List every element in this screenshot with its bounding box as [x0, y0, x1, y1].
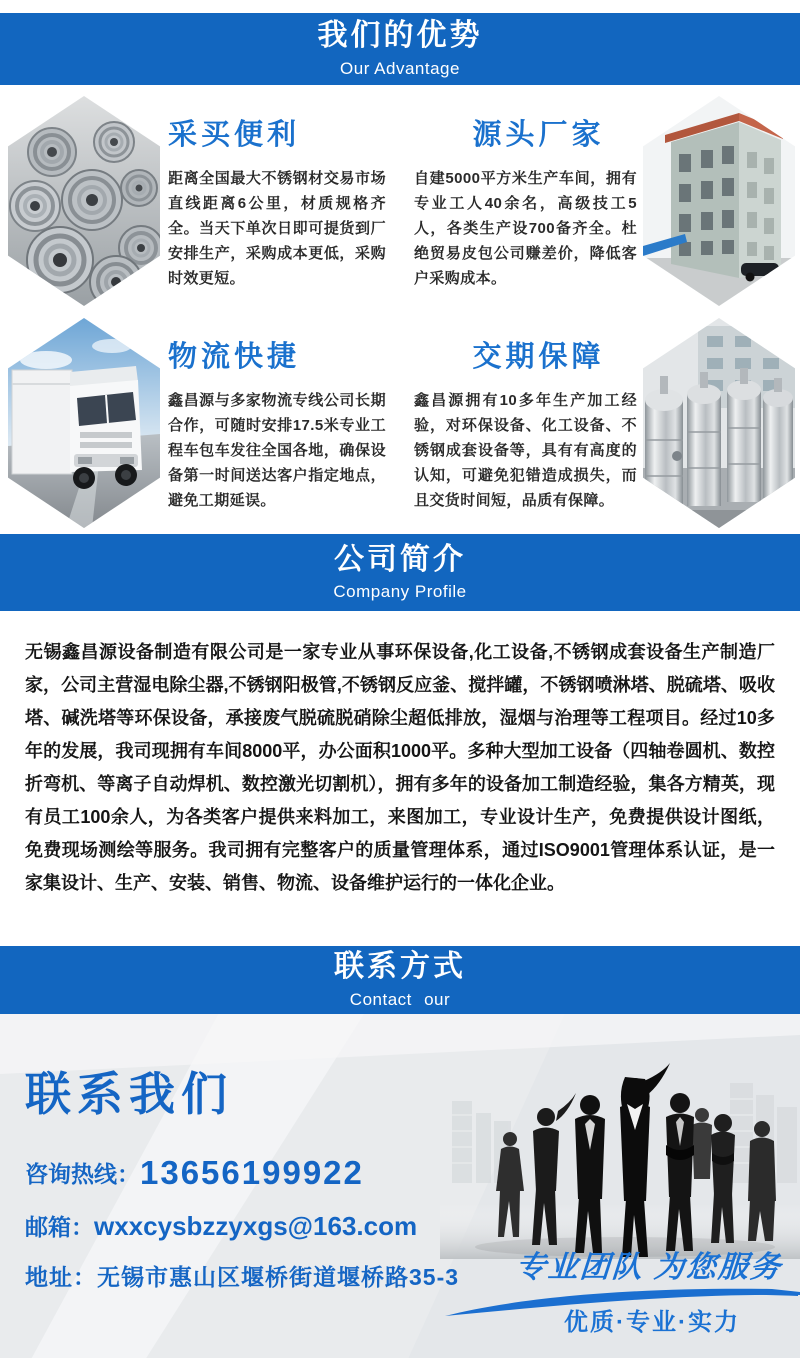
advantage-item-purchasing	[0, 90, 400, 312]
profile-banner-subtitle: Company Profile	[333, 582, 467, 602]
top-whitespace	[0, 0, 800, 13]
quality-slogan: 优质·专业·实力	[564, 1309, 740, 1336]
email-value: wxxcysbzzyxgs@163.com	[94, 1211, 418, 1241]
advantage-item-manufacturer	[400, 90, 800, 312]
address-line	[25, 1259, 459, 1292]
tanks-illustration	[643, 318, 795, 528]
advantage-description: 鑫昌源与多家物流专线公司长期合作，可随时安排17.5米专业工程车包车发往全国各地，确保设备第一时间送达客户指定地点，避免工期延误。	[168, 391, 386, 509]
stainless-tanks-photo	[643, 318, 795, 528]
advantage-item-delivery	[400, 312, 800, 534]
team-slogan: 专业团队 为您服务	[514, 1251, 784, 1284]
advantage-title: 源头厂家	[472, 118, 605, 151]
advantage-title: 物流快捷	[168, 340, 301, 373]
truck-illustration	[8, 318, 160, 528]
contact-info-section	[0, 1014, 800, 1358]
advantage-item-logistics	[0, 312, 400, 534]
hotline-line	[25, 1154, 364, 1192]
logistics-truck-photo	[8, 318, 160, 528]
advantage-banner-subtitle: Our Advantage	[340, 58, 460, 78]
advantage-text-block	[160, 112, 400, 291]
business-team-silhouette-photo	[440, 1019, 800, 1259]
email-label: 邮箱：	[25, 1214, 94, 1240]
advantage-text-block	[400, 112, 643, 291]
advantage-text-block	[400, 334, 643, 513]
contact-heading: 联系我们	[25, 1068, 233, 1120]
advantage-description: 自建5000平方米生产车间，拥有专业工人40余名，高级技工5人，各类生产设700备齐全。杜绝贸易皮包公司赚差价，降低客户采购成本。	[414, 169, 637, 287]
factory-building-photo	[643, 96, 795, 306]
contact-banner-subtitle: Contact our	[349, 989, 451, 1009]
advantage-title: 采买便利	[168, 118, 301, 151]
advantages-grid	[0, 85, 800, 534]
steel-coils-photo	[8, 96, 160, 306]
advantage-description: 鑫昌源拥有10多年生产加工经验，对环保设备、化工设备、不锈钢成套设备等，具有有高度的认知，可避免犯错造成损失，而且交货时间短，品质有保障。	[414, 391, 637, 509]
address-label: 地址：	[25, 1264, 97, 1290]
advantage-description: 距离全国最大不锈钢材交易市场直线距离6公里，材质规格齐全。当天下单次日即可提货到厂安排生产，采购成本更低，采购时效更短。	[168, 169, 386, 287]
contact-section-banner	[0, 946, 800, 1014]
company-profile-text: 无锡鑫昌源设备制造有限公司是一家专业从事环保设备,化工设备,不锈钢成套设备生产制造厂家，公司主营湿电除尘器,不锈钢阳极管,不锈钢反应釜、搅拌罐，不锈钢喷淋塔、脱硫塔、吸收塔、碱洗塔等环保设备，承接废气脱硫脱硝除尘超低排放，湿烟与治理等工程项目。经过10多年的发展，我司现拥有车间8000平，办公面积1000平。多种大型加工设备（四轴卷圆机、数控折弯机、等离子自动焊机、数控激光切割机），拥有多年的设备加工制造经验，集各方精英，现有员工100余人，为各类客户提供来料加工，来图加工，专业设计生产，免费提供设计图纸，免费现场测绘等服务。我司拥有完整客户的质量管理体系，通过ISO9001管理体系认证，是一家集设计、生产、安装、销售、物流、设备维护运行的一体化企业。	[0, 611, 800, 946]
hotline-label: 咨询热线：	[25, 1161, 140, 1187]
advantage-section-banner	[0, 13, 800, 85]
steel-coils-illustration	[8, 96, 160, 306]
profile-banner-title: 公司简介	[334, 542, 466, 576]
advantage-title: 交期保障	[472, 340, 605, 373]
advantage-banner-title: 我们的优势	[317, 19, 483, 53]
contact-banner-title: 联系方式	[334, 950, 466, 984]
profile-section-banner	[0, 534, 800, 611]
factory-illustration	[643, 96, 795, 306]
email-line	[25, 1209, 417, 1242]
hotline-number: 13656199922	[140, 1154, 364, 1191]
advantage-text-block	[160, 334, 400, 513]
address-value: 无锡市惠山区堰桥街道堰桥路35-3	[97, 1264, 460, 1290]
